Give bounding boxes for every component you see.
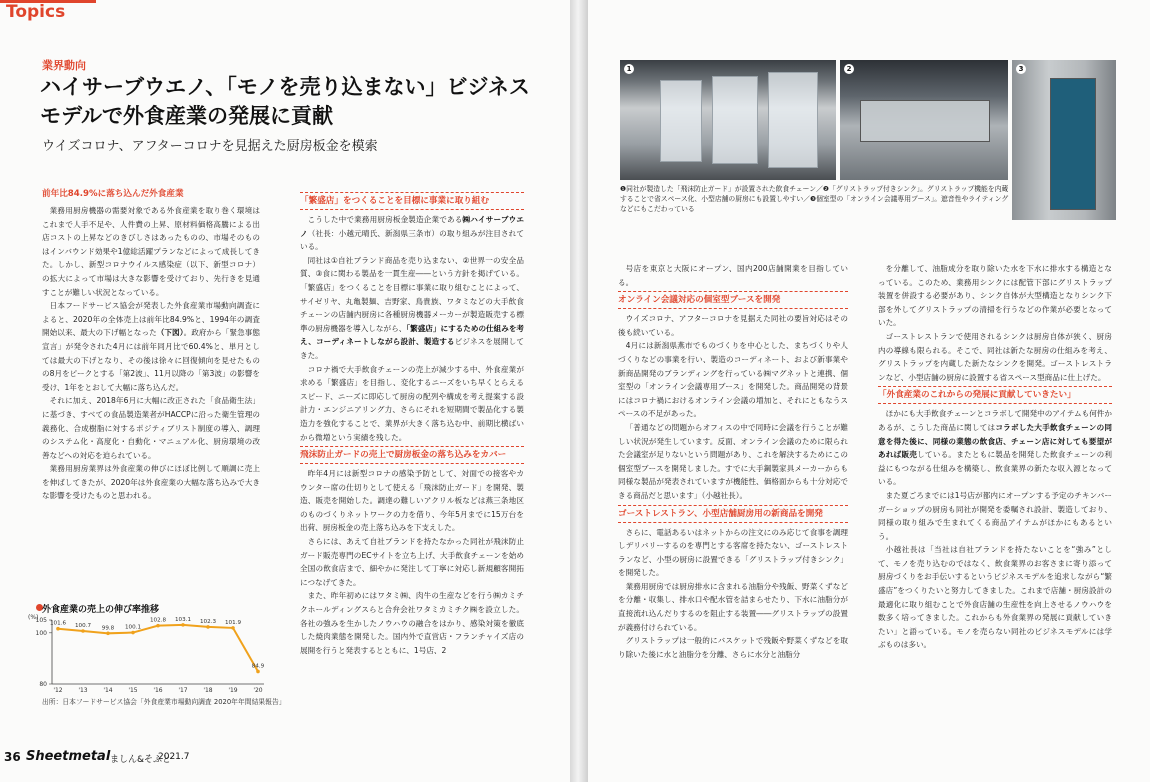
photo-number: 2 [844, 64, 854, 74]
section-heading: 「繁盛店」をつくることを目標に事業に取り組む [300, 192, 524, 210]
photo-splash-guard [620, 60, 836, 180]
y-unit-label: (%) [28, 614, 39, 621]
paragraph: 業務用厨房業界は外食産業の伸びにほぼ比例して順調に売上を伸ばしてきたが、2020年は外食産業の大幅な落ち込みで大きな影響を受けたものと思われる。 [42, 464, 260, 501]
data-label: 84.9 [251, 663, 265, 670]
left-page [0, 0, 570, 782]
y-tick-label: 80 [39, 681, 47, 688]
data-label: 100.1 [124, 624, 142, 631]
kicker: 業界動向 [42, 59, 86, 72]
data-point [156, 624, 160, 628]
series-line [58, 625, 258, 672]
data-point [131, 631, 135, 635]
paragraph: 業務用厨房では厨房排水に含まれる油脂分や残飯、野菜くずなどを分離・収集し、排水口や配水管を詰まらせたり、下水に油脂分が直接流れ込んだりするのを阻止する装置――グリストラップの設置が義務付けられている。 [618, 581, 848, 632]
paragraph: また、昨年初めにはワタミ㈱、肉牛の生産などを行う㈱カミチクホールディングスらと合弁会社ワタミカミチク㈱を設立した。各社の強みを生かしたノウハウの融合をはかり、感染対策を徹底した焼肉業態を開発した。国内外で直営店・フランチャイズ店の展開を行うと発表するとともに、1号店、2 [300, 591, 524, 655]
paragraph: 昨年4月には新型コロナの感染予防として、対面での接客やカウンター席の仕切りとして使える「飛沫防止ガード」を開発、製造、販売を開始した。調達の難しいアクリル板などは燕三条地区のものづくりネットワークの力を借り、今年5月までに15万台を出荷、厨房板金の売上落ち込みを下支えした。 [300, 469, 524, 533]
data-point [81, 629, 85, 633]
headline [40, 73, 560, 131]
paragraph: ウイズコロナ、アフターコロナを見据えた同社の要旨対応はその後も続いている。 [618, 314, 848, 337]
paragraph: 4月には新潟県燕市でものづくりを中心とした、まちづくりや人づくりなどの事業を行い、製造のコーディネート、および新事業や新商品開発のブランディングを行っている㈱マグネットと連携、個室型の「オンライン会議専用ブース」を開発した。商品開発の背景にはコロナ禍におけるオンライン会議の増加と、それにともなうスペースの不足があった。 [618, 341, 848, 419]
section-heading: 前年比84.9%に落ち込んだ外食産業 [42, 189, 184, 199]
section-heading: オンライン会議対応の個室型ブースを開発 [618, 291, 848, 309]
paragraph: さらに、電話あるいはネットからの注文にのみ応じて食事を調理しデリバリーするのを専門とする客席を持たない、ゴーストレストランなど、小型の厨房に設置できる「グリストラップ付きシンク」を開発した。 [618, 527, 848, 578]
binding-gutter [570, 0, 588, 782]
x-tick-label: '13 [78, 687, 88, 694]
publisher-name: ましん&そふと [110, 755, 172, 765]
data-point [181, 623, 185, 627]
paragraph: 号店を東京と大阪にオープン、国内200店舗開業を目指している。 [618, 264, 848, 287]
acrylic-panel [768, 72, 818, 168]
x-tick-label: '16 [153, 687, 163, 694]
section-heading: 飛沫防止ガードの売上で厨房板金の落ち込みをカバー [300, 446, 524, 464]
data-label: 101.6 [49, 620, 67, 627]
paragraph: さらには、あえて自社ブランドを持たなかった同社が飛沫防止ガード販売専門のECサイトを立ち上げ、大手飲食チェーンを始め全国の飲食店まで、細やかに発注して丁寧に対応し新規顧客開拓につなげてきた。 [300, 537, 524, 587]
y-tick-label: 105 [35, 617, 47, 624]
paragraph: グリストラップは一般的にバスケットで残飯や野菜くずなどを取り除いた後に水と油脂分を分離、さらに水分と油脂分 [618, 636, 848, 659]
data-label: 101.9 [224, 619, 242, 626]
acrylic-panel [660, 80, 702, 162]
section-heading: 「外食産業のこれからの発展に貢献していきたい」 [878, 386, 1112, 404]
paragraph: 小越社長は「当社は自社ブランドを持たないことを“強み”として、モノを売り込むのではなく、飲食業界のお客さまに寄り添って厨房づくりをお手伝いするというビジネスモデルを追求しながら“繁盛店”をつくりたいと努力してきました。これまで店舗・厨房設計の最適化に取り組むことで外食店舗の生産性を向上させるノウハウを数多く培ってきました。これからも外食業界の発展に貢献していきたい」と語っている。モノを売らない同社のビジネスモデルには学ぶものは多い。 [878, 545, 1112, 650]
paragraph: コロナ禍で大手飲食チェーンの売上が減少する中、外食産業が求める「繁盛店」を目指し、変化するニーズをいち早くとらえるスピード、ニーズに即応して厨房の配列や構成を考え提案する設計力・エンジニアリング力、さらにそれを短期間で製品化する製造力を強化することで、業界が大きく落ち込む中、前期比横ばいから微増という実績を残した。 [300, 364, 524, 442]
column-1 [42, 185, 260, 503]
photo-grease-trap-sink [840, 60, 1008, 180]
topics-label: Topics [6, 2, 66, 22]
paragraph: ほかにも大手飲食チェーンとコラボして開発中のアイテムも何件かあるが、こうした商品に関してはコラボした大手飲食チェーンの同意を得た後に、同様の業態の飲食店、チェーン店に対しても要望があれば販売している。またともに製品を開発した飲食チェーンの利益にもつながる仕組みを構築し、飲食業界の新たな収入源となっている。 [878, 409, 1113, 487]
paragraph: また夏ごろまでには1号店が都内にオープンする予定のチキンバーガーショップの厨房も同社が開発を委嘱され設計、製造しており、同様の取り組みで生まれてくる商品アイテムがほかにもあるという。 [878, 490, 1112, 541]
photo-number: 3 [1016, 64, 1026, 74]
sink-body [860, 100, 990, 142]
data-point [206, 625, 210, 629]
paragraph: それに加え、2018年6月に大幅に改正された「食品衛生法」に基づき、すべての食品製造業者がHACCPに沿った衛生管理の義務化、合成樹脂に対するポジティブリスト制度の導入、調理のシステム化・高度化・自動化・マニュアル化、厨房環境の改善などへの対応を迫られている。 [42, 396, 260, 460]
photo-caption: ❶同社が製造した「飛沫防止ガード」が設置された飲食チェーン／❷「グリストラップ付きシンク」。グリストラップ機能を内蔵することで省スペース化、小型店舗の厨房にも設置しやすい／❸個室型の「オンライン会議専用ブース」。遮音性やライティングなどにもこだわっている [620, 185, 1009, 213]
sales-growth-chart [24, 612, 274, 696]
paragraph: を分離して、油脂成分を取り除いた水を下水に排水する構造となっている。このため、業務用シンクには配管下部にグリストラップ装置を併設する必要があり、シンク自体が大型構造となりシンク下部を外してグリストラップの清掃を行うなどの作業が必要となっていた。 [878, 264, 1112, 328]
paragraph: 業務用厨房機器の需要対象である外食産業を取り巻く環境はこれまで人手不足や、人件費の上昇、原材料価格高騰による出店コストの上昇などのきびしさはあったものの、市場そのものはインバウンド効果や1億総活躍プランなどによって成長してきた。しかし、新型コロナウイルス感染症（以下、新型コロナ）の拡大によって市場は大きな影響を受けており、先行きを見通すことが難しい状況となっている。 [42, 206, 260, 297]
x-tick-label: '12 [53, 687, 63, 694]
x-tick-label: '18 [203, 687, 213, 694]
subhead: ウイズコロナ、アフターコロナを見据えた厨房板金を模索 [42, 139, 378, 154]
data-label: 103.1 [174, 616, 192, 623]
data-label: 99.8 [101, 625, 115, 632]
headline-line-1: ハイサーブウエノ、「モノを売り込まない」ビジネス [40, 75, 530, 99]
column-3 [618, 262, 848, 661]
issue-date: 2021.7 [158, 752, 190, 762]
x-tick-label: '19 [228, 687, 238, 694]
headline-line-2: モデルで外食産業の発展に貢献 [40, 104, 333, 128]
magazine-logo: Sheetmetal [26, 749, 111, 764]
page-number: 36 [4, 750, 21, 764]
data-label: 102.3 [199, 618, 217, 625]
paragraph: 日本フードサービス協会が発表した外食産業市場動向調査によると、2020年の全体売上は前年比84.9%と、1994年の調査開始以来、最大の下げ幅となった（下図）。政府から「緊急事態宣言」が発令された4月には前年同月比で60.4%と、単月としては最大の下げとなり、その後は徐々に回復傾向を見せたものの8月をピークとする「第2波」、11月以降の「第3波」の影響を受け、1年をとおして大幅に落ち込んだ。 [42, 301, 261, 392]
column-4 [878, 262, 1112, 652]
x-tick-label: '15 [128, 687, 138, 694]
section-heading: ゴーストレストラン、小型店舗厨房用の新商品を開発 [618, 505, 848, 523]
paragraph: こうした中で業務用厨房板金製造企業である㈱ハイサーブウエノ（社長：小越元晴氏、新潟県三条市）の取り組みが注目されている。 [300, 215, 525, 252]
paragraph: 「普通などの問題からオフィスの中で同時に会議を行うことが難しい状況が発生しています。反面、オンライン会議のために限られた会議室が足りないという問題があり、これを解決するためにこの個室型ブースを開発しました。すでに大手鋼製家具メーカーからも同様な製品が発表されていますが機能性、価格面からも十分対応できる商品だと思います」（小越社長）。 [618, 422, 848, 500]
paragraph: ゴーストレストランで使用されるシンクは厨房自体が狭く、厨房内の導線も限られる。そこで、同社は新たな厨房の仕組みを考え、グリストラップを内蔵した新たなシンクを開発。ゴーストレストランなど、小型店舗の厨房に設置する省スペース型商品に仕上げた。 [878, 331, 1112, 382]
data-point [56, 627, 60, 631]
y-tick-label: 100 [35, 629, 47, 637]
data-point [106, 632, 110, 636]
photo-number: 1 [624, 64, 634, 74]
photo-meeting-booth [1012, 60, 1116, 220]
x-tick-label: '17 [178, 687, 188, 694]
booth-door [1050, 78, 1096, 210]
data-label: 100.7 [74, 623, 92, 630]
column-2 [300, 190, 524, 657]
data-point [256, 670, 260, 674]
chart-title: 外食産業の売上の伸び率推移 [42, 605, 160, 615]
paragraph: 同社は①自社ブランド商品を売り込まない、②世界一の安全品質、③食に関わる製品を一貫生産――という方針を掲げている。「繁盛店」をつくることを目標に事業に取り組むことによって、サイゼリヤ、丸亀製麺、吉野家、鳥貴族、ワタミなどの大手飲食チェーンの店舗内厨房に各種厨房機器メーカーが製造販売する標準の厨房機器を導入しながら、「繁盛店」にするための仕組みを考え、コーディネートしながら設計、製造するビジネスを展開してきた。 [300, 255, 525, 360]
data-label: 102.8 [149, 617, 167, 624]
chart-source: 出所：日本フードサービス協会「外食産業市場動向調査 2020年年間結果報告」 [42, 698, 286, 706]
x-tick-label: '14 [103, 687, 113, 694]
acrylic-panel [712, 76, 758, 164]
data-point [231, 626, 235, 630]
x-tick-label: '20 [253, 687, 263, 694]
